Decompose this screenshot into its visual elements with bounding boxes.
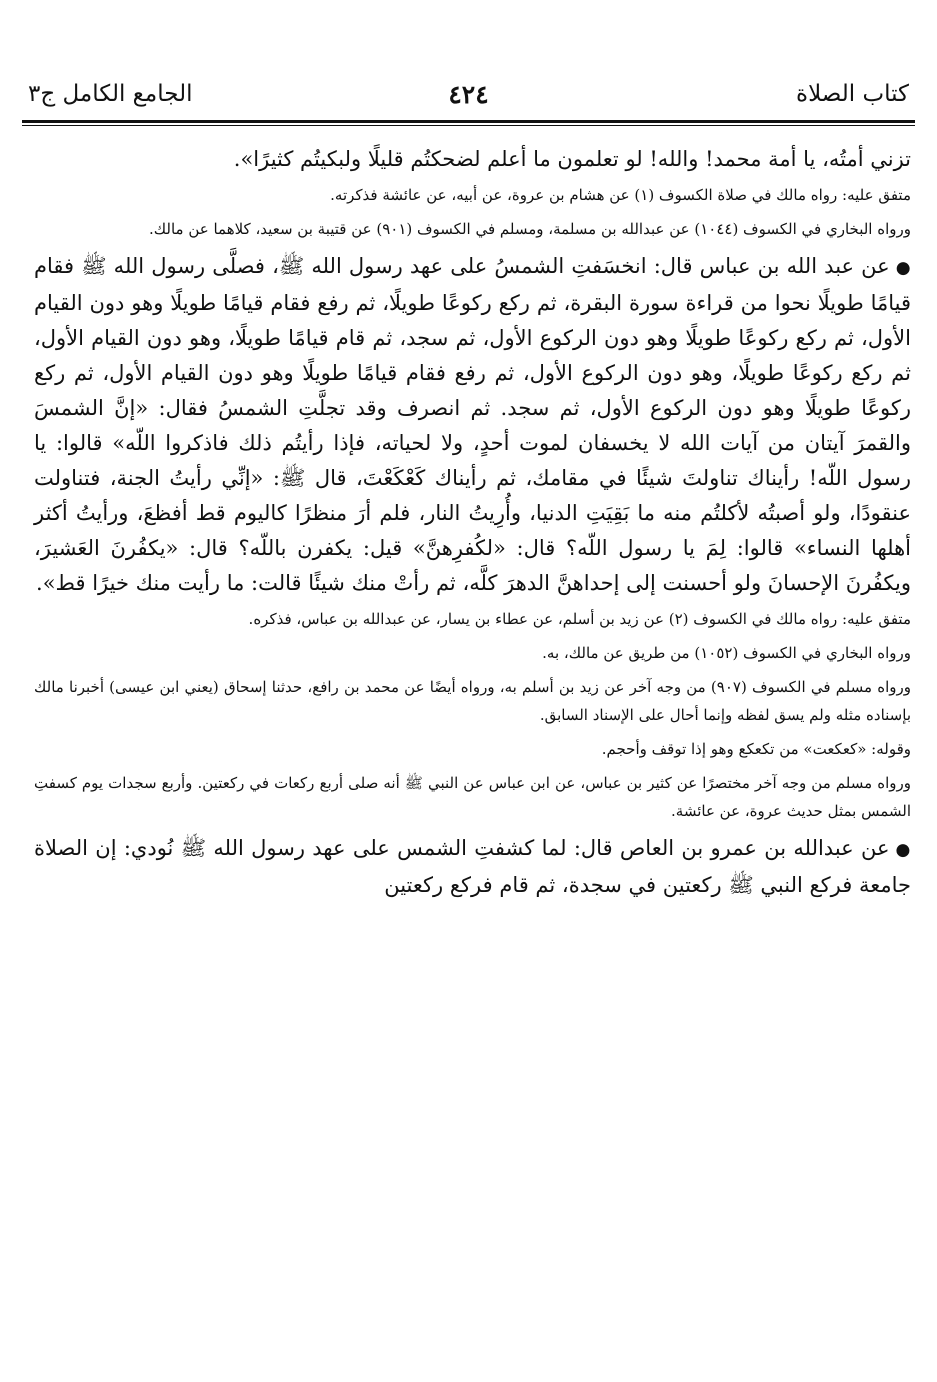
footnote-paragraph <box>34 639 911 667</box>
footnote-paragraph <box>34 673 911 729</box>
page-number: ٤٢٤ <box>448 79 489 109</box>
bullet-icon: ● <box>895 258 911 278</box>
paragraph-text: ورواه مسلم في الكسوف (٩٠٧) من وجه آخر عن زيد بن أسلم به، ورواه أيضًا عن محمد بن رافع، حدثنا إسحاق (يعني ابن عيسى) أخبرنا مالك بإسناده مثله ولم يسق لفظه وإنما أحال على الإسناد السابق. <box>34 678 912 724</box>
paragraph-text: ورواه البخاري في الكسوف (١٠٤٤) عن عبدالله بن مسلمة، ومسلم في الكسوف (٩٠١) عن قتيبة بن سعيد، كلاهما عن مالك. <box>148 220 911 238</box>
hadith-paragraph <box>34 142 911 177</box>
footnote-paragraph <box>34 769 911 825</box>
bullet-icon: ● <box>895 840 911 860</box>
paragraph-text: ورواه مسلم من وجه آخر مختصرًا عن كثير بن عباس، عن ابن عباس عن النبي ﷺ أنه صلى أربع ركعات في ركعتين. وأربع سجدات يوم كسفتِ الشمس بمثل حديث عروة، عن عائشة. <box>34 774 911 820</box>
footnote-paragraph <box>34 605 911 633</box>
paragraph-text: عن عبدالله بن عمرو بن العاص قال: لما كشفتِ الشمس على عهد رسول الله ﷺ نُودي: إن الصلاة جامعة فركع النبي ﷺ ركعتين في سجدة، ثم قام فركع ركعتين <box>34 836 911 897</box>
paragraph-text: متفق عليه: رواه مالك في الكسوف (٢) عن زيد بن أسلم، عن عطاء بن يسار، عن عبدالله بن عباس، فذكره. <box>248 610 911 628</box>
hadith-paragraph <box>34 831 911 903</box>
header-rule <box>22 120 915 123</box>
paragraph-text: عن عبد الله بن عباس قال: انخسَفتِ الشمسُ على عهد رسول الله ﷺ، فصلَّى رسول الله ﷺ فقام قيامًا طويلًا نحوا من قراءة سورة البقرة، ثم ركع ركوعًا طويلًا، ثم رفع فقام قيامًا طويلًا وهو دون القيام الأول، ثم ركع ركوعًا طويلًا وهو دون الركوع الأول، ثم سجد، ثم قام قيامًا طويلًا، وهو دون القيام الأول، ثم ركع ركوعًا طويلًا، وهو دون الركوع الأول، ثم رفع فقام قيامًا طويلًا وهو دون القيام الأول، ثم ركع ركوعًا طويلًا وهو دون الركوع الأول، ثم سجد. ثم انصرف وقد تجلَّتِ الشمسُ فقال: «إنَّ الشمسَ والقمرَ آيتان من آيات الله لا يخسفان لموت أحدٍ، ولا لحياته، فإذا رأيتُم ذلك فاذكروا اللّه» قالوا: يا رسول اللّه! رأيناك تناولتَ شيئًا في مقامك، ثم رأيناك كَعْكَعْتَ، قال ﷺ: «إنِّي رأيتُ الجنة، فتناولت عنقودًا، ولو أصبتُه لأكلتُم منه ما بَقِيَتِ الدنيا، وأُرِيتُ النار، فلم أرَ منظرًا كاليوم قط أفظعَ، ورأيتُ أكثر أهلها النساء» قالوا: لِمَ يا رسول اللّه؟ قال: «لكُفرِهنَّ» قيل: يكفرن باللّه؟ قال: «يكفُرنَ العَشيرَ، ويكفُرنَ الإحسانَ ولو أحسنت إلى إحداهنَّ الدهرَ كلَّه، ثم رأتْ منك شيئًا قالت: ما رأيت منك خيرًا قط». <box>34 254 911 595</box>
paragraph-text: ورواه البخاري في الكسوف (١٠٥٢) من طريق عن مالك، به. <box>542 644 911 662</box>
chapter-title: كتاب الصلاة <box>796 81 909 107</box>
paragraph-text: تزني أمتُه، يا أمة محمد! والله! لو تعلمون ما أعلم لضحكتُم قليلًا ولبكيتُم كثيرًا». <box>233 147 911 171</box>
paragraph-text: وقوله: «كعكعت» من تكعكع وهو إذا توقف وأحجم. <box>601 740 911 758</box>
page-header <box>28 74 909 114</box>
book-title: الجامع الكامل ج٣ <box>28 81 193 107</box>
paragraph-text: متفق عليه: رواه مالك في صلاة الكسوف (١) عن هشام بن عروة، عن أبيه، عن عائشة فذكرته. <box>330 186 911 204</box>
hadith-paragraph <box>34 249 911 601</box>
footnote-paragraph <box>34 181 911 209</box>
header-rule-thin <box>22 125 915 126</box>
page-body <box>34 142 911 907</box>
footnote-paragraph <box>34 215 911 243</box>
footnote-paragraph <box>34 735 911 763</box>
